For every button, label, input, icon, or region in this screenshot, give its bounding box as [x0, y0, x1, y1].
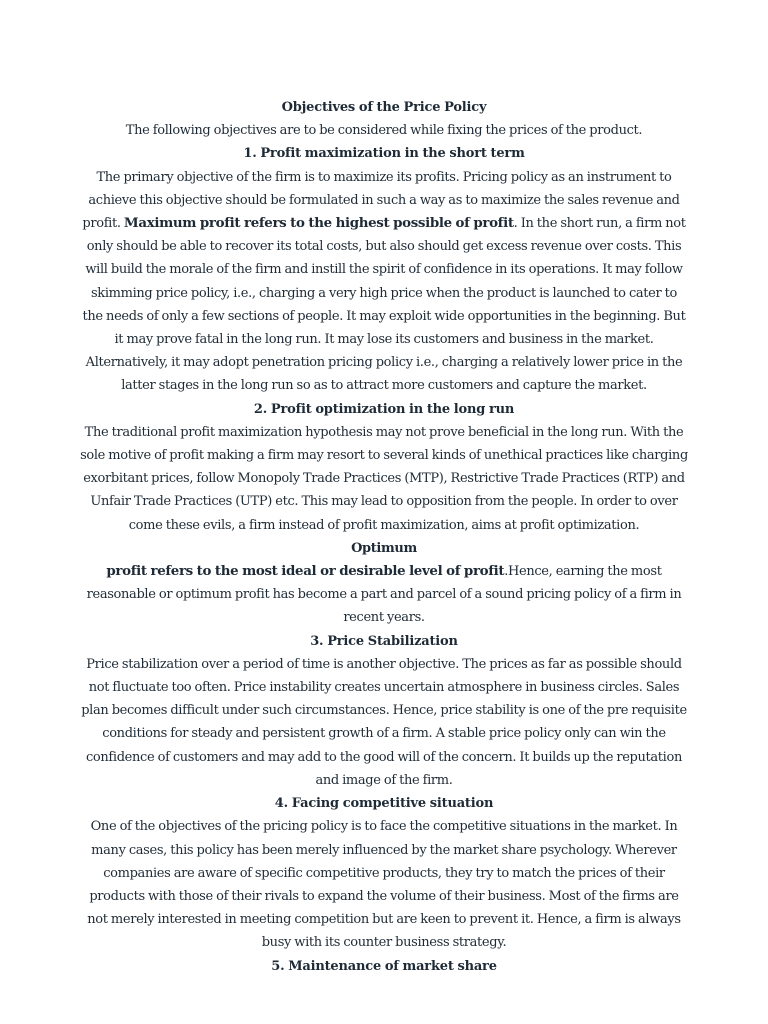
optimum-heading: Optimum: [351, 540, 417, 556]
document-title: Objectives of the Price Policy: [281, 100, 487, 115]
intro-paragraph: The following objectives are to be considered while fixing the prices of the product.: [125, 123, 643, 139]
optimum-text-rest: .Hence, earning the most reasonable or optimum profit has become a part and parcel of a sound pricing policy of a firm in recent years.: [86, 564, 682, 626]
optimum-bold-definition: profit refers to the most ideal or desirable level of profit: [106, 563, 505, 580]
section-1-text-end: . In the short run, a firm not only should be able to recover its total costs, but also should get excess revenue over costs. This will build the morale of the firm and instill the spirit of confidence in its operations. It may follow skimming price policy, i.e., charging a very high price when the product is launched to cater to the needs of only a few sections of people. It may exploit wide opportunities in the beginning. But it may prove fatal in the long run. It may lose its customers and business in the market. Alternatively, it may adopt penetration pricing policy i.e., charging a relatively lower price in the latter stages in the long run so as to attract more customers and capture the market.: [82, 216, 686, 394]
section-paragraph-2: The traditional profit maximization hypothesis may not prove beneficial in the long run. With the sole motive of profit making a firm may resort to several kinds of unethical practices like charging exorbitant prices, follow Monopoly Trade Practices (MTP), Restrictive Trade Practices (RTP) and Unfair Trade Practices (UTP) etc. This may lead to opposition from the people. In order to over come these evils, a firm instead of profit maximization, aims at profit optimization.: [80, 424, 688, 533]
section-heading-4: 4. Facing competitive situation: [274, 796, 494, 812]
section-heading-1: 1. Profit maximization in the short term: [243, 146, 525, 162]
document-page: [80, 96, 688, 978]
section-heading-3: 3. Price Stabilization: [310, 633, 458, 649]
section-heading-2: 2. Profit optimization in the long run: [253, 401, 515, 417]
optimum-definition: [80, 537, 688, 630]
section-1-text-start: The primary objective of the firm is to maximize its profits. Pricing policy as an instrument to achieve this objective should be formulated in such a way as to maximize the sales revenue and profit.: [82, 169, 680, 232]
section-paragraph-1: [80, 166, 688, 398]
section-paragraph-4: One of the objectives of the pricing policy is to face the competitive situations in the market. In many cases, this policy has been merely influenced by the market share psychology. Wherever companies are aware of specific competitive products, they try to match the prices of their products with those of their rivals to expand the volume of their business. Most of the firms are not merely interested in meeting competition but are keen to prevent it. Hence, a firm is always busy with its counter business strategy.: [87, 819, 681, 951]
section-paragraph-3: Price stabilization over a period of time is another objective. The prices as far as possible should not fluctuate too often. Price instability creates uncertain atmosphere in business circles. Sales plan becomes difficult under such circumstances. Hence, price stability is one of the pre requisite conditions for steady and persistent growth of a firm. A stable price policy only can win the confidence of customers and may add to the good will of the concern. It builds up the reputation and image of the firm.: [81, 656, 687, 788]
section-1-bold-definition: Maximum profit refers to the highest possible of profit: [123, 215, 514, 232]
section-heading-5: 5. Maintenance of market share: [271, 958, 497, 974]
